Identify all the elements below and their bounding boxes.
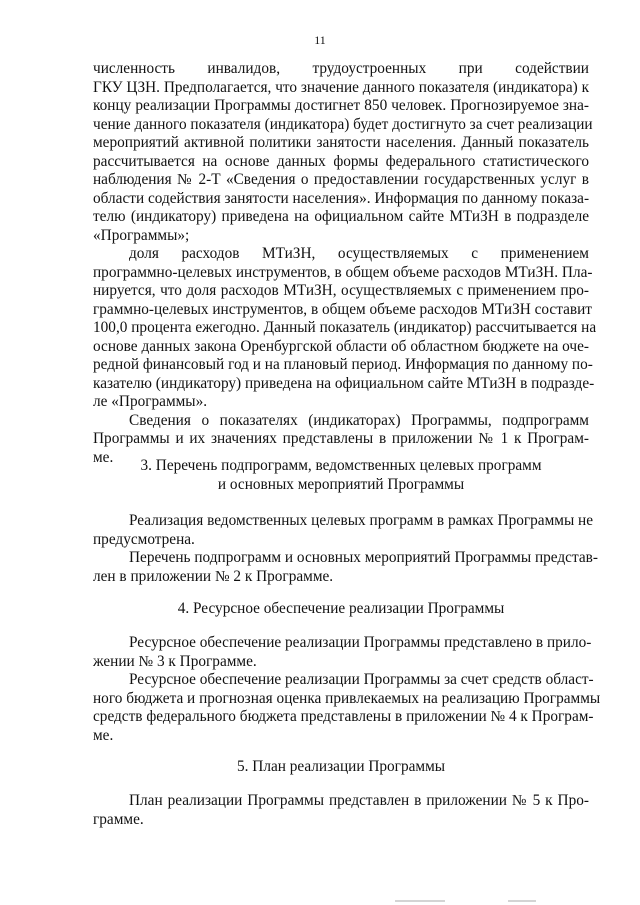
text-line: редной финансовый год и на плановый период. Информация по данному по- <box>93 356 593 373</box>
section-5-heading <box>93 758 589 777</box>
heading-line: 5. План реализации Программы <box>236 758 446 775</box>
text-line: Ресурсное обеспечение реализации Программы за счет средств област- <box>129 671 594 688</box>
text-line: «Программы»; <box>93 226 190 244</box>
text-line: нируется, что доля расходов МТиЗН, осуществляемых с применением про- <box>93 282 589 299</box>
text-line: казателю (индикатору) приведена на официальном сайте МТиЗН в подразде- <box>93 374 595 392</box>
text-line: Реализация ведомственных целевых программ в рамках Программы не <box>129 512 594 529</box>
text-line: ГКУ ЦЗН. Предполагается, что значение данного показателя (индикатора) к <box>93 78 589 96</box>
text-line: Программы и их значениях представлены в приложении № 1 к Програм- <box>93 430 589 447</box>
text-line: средств федерального бюджета представлены в приложении № 4 к Програм- <box>93 708 594 725</box>
text-line: 100,0 процента ежегодно. Данный показатель (индикатор) рассчитывается на <box>93 319 597 336</box>
text-line: рассчитывается на основе данных формы федерального статистического <box>93 152 589 170</box>
text-line: Ресурсное обеспечение реализации Программы представлено в прило- <box>129 634 592 651</box>
text-line: предусмотрена. <box>93 530 195 548</box>
scan-edge-mark <box>508 900 536 902</box>
text-line: доля расходов МТиЗН, осуществляемых с применением <box>129 245 589 262</box>
section-3-text <box>93 512 598 586</box>
text-line: Сведения о показателях (индикаторах) Программы, подпрограмм <box>129 411 589 429</box>
text-line: численность инвалидов, трудоустроенных при содействии <box>93 60 589 77</box>
section-4-text <box>93 634 601 745</box>
text-line: ного бюджета и прогнозная оценка привлекаемых на реализацию Программы <box>93 689 601 707</box>
text-line: граммно-целевых инструментов, в общем объеме расходов МТиЗН составит <box>93 300 592 318</box>
text-line: грамме. <box>93 810 144 828</box>
text-line: телю (индикатору) приведена на официальном сайте МТиЗН в подразделе <box>93 208 589 225</box>
text-line: мероприятий активной политики занятости населения. Данный показатель <box>93 134 589 151</box>
scan-edge-mark <box>395 900 445 902</box>
section-5-text <box>93 792 589 829</box>
heading-line: и основных мероприятий Программы <box>217 475 465 493</box>
section-4-heading <box>93 600 589 619</box>
text-line: План реализации Программы представлен в приложении № 5 к Про- <box>129 792 589 809</box>
text-line: наблюдения № 2-Т «Сведения о предоставлении государственных услуг в <box>93 171 589 188</box>
heading-line: 3. Перечень подпрограмм, ведомственных целевых программ <box>140 457 542 474</box>
section-3-heading <box>93 457 589 494</box>
text-line: ле «Программы». <box>93 393 208 410</box>
page-number: 11 <box>314 33 326 47</box>
indicators-text-block <box>93 60 597 467</box>
text-line: ме. <box>93 448 114 466</box>
text-line: чение данного показателя (индикатора) будет достигнуто за счет реализации <box>93 115 593 133</box>
text-line: основе данных закона Оренбургской области об областном бюджете на оче- <box>93 337 589 355</box>
text-line: концу реализации Программы достигнет 850 человек. Прогнозируемое зна- <box>93 97 589 114</box>
text-line: области содействия занятости населения». Информация по данному показа- <box>93 189 590 207</box>
heading-line: 4. Ресурсное обеспечение реализации Программы <box>177 600 505 617</box>
text-line: лен в приложении № 2 к Программе. <box>93 567 334 585</box>
text-line: программно-целевых инструментов, в общем объеме расходов МТиЗН. Пла- <box>93 263 593 281</box>
text-line: жении № 3 к Программе. <box>93 652 257 670</box>
text-line: ме. <box>93 726 114 744</box>
text-line: Перечень подпрограмм и основных мероприятий Программы представ- <box>129 549 598 566</box>
